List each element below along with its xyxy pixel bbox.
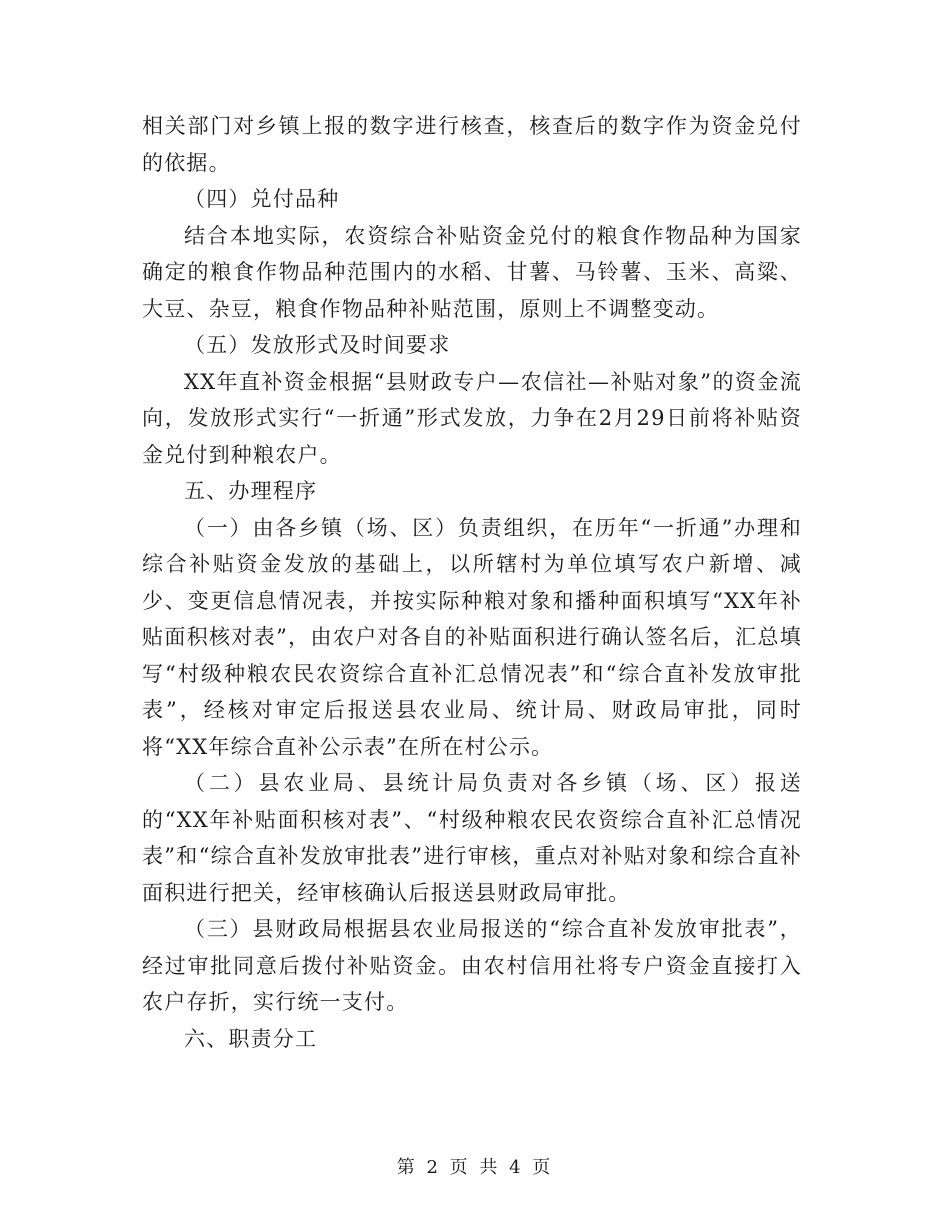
paragraph: 相关部门对乡镇上报的数字进行核查，核查后的数字作为资金兑付的依据。 xyxy=(142,114,802,175)
section-heading: （四）兑付品种 xyxy=(184,187,340,211)
paragraph: （一）由各乡镇（场、区）负责组织，在历年“一折通”办理和综合补贴资金发放的基础上，以所辖村为单位填写农户新增、减少、变更信息情况表，并按实际种粮对象和播种面积填写“XX年补贴面积核对表”，由农户对各自的补贴面积进行确认签名后，汇总填写“村级种粮农民农资综合直补汇总情况表”和“综合直补发放审批表”，经核对审定后报送县农业局、统计局、财政局审批，同时将“XX年综合直补公示表”在所在村公示。 xyxy=(142,515,802,759)
section-heading: 五、办理程序 xyxy=(184,479,318,503)
document-body xyxy=(142,108,802,1057)
paragraph: XX年直补资金根据“县财政专户—农信社—补贴对象”的资金流向，发放形式实行“一折通”形式发放，力争在2月29日前将补贴资金兑付到种粮农户。 xyxy=(142,369,802,467)
section-heading: （五）发放形式及时间要求 xyxy=(184,333,451,357)
paragraph: 结合本地实际，农资综合补贴资金兑付的粮食作物品种为国家确定的粮食作物品种范围内的水稻、甘薯、马铃薯、玉米、高粱、大豆、杂豆，粮食作物品种补贴范围，原则上不调整变动。 xyxy=(142,223,802,321)
page-footer: 第 2 页 共 4 页 xyxy=(396,1157,554,1178)
paragraph: （三）县财政局根据县农业局报送的“综合直补发放审批表”，经过审批同意后拨付补贴资金。由农村信用社将专户资金直接打入农户存折，实行统一支付。 xyxy=(142,917,802,1014)
paragraph: （二）县农业局、县统计局负责对各乡镇（场、区）报送的“XX年补贴面积核对表”、“村级种粮农民农资综合直补汇总情况表”和“综合直补发放审批表”进行审核，重点对补贴对象和综合直补面积进行把关，经审核确认后报送县财政局审批。 xyxy=(142,771,802,905)
section-heading: 六、职责分工 xyxy=(184,1026,318,1051)
